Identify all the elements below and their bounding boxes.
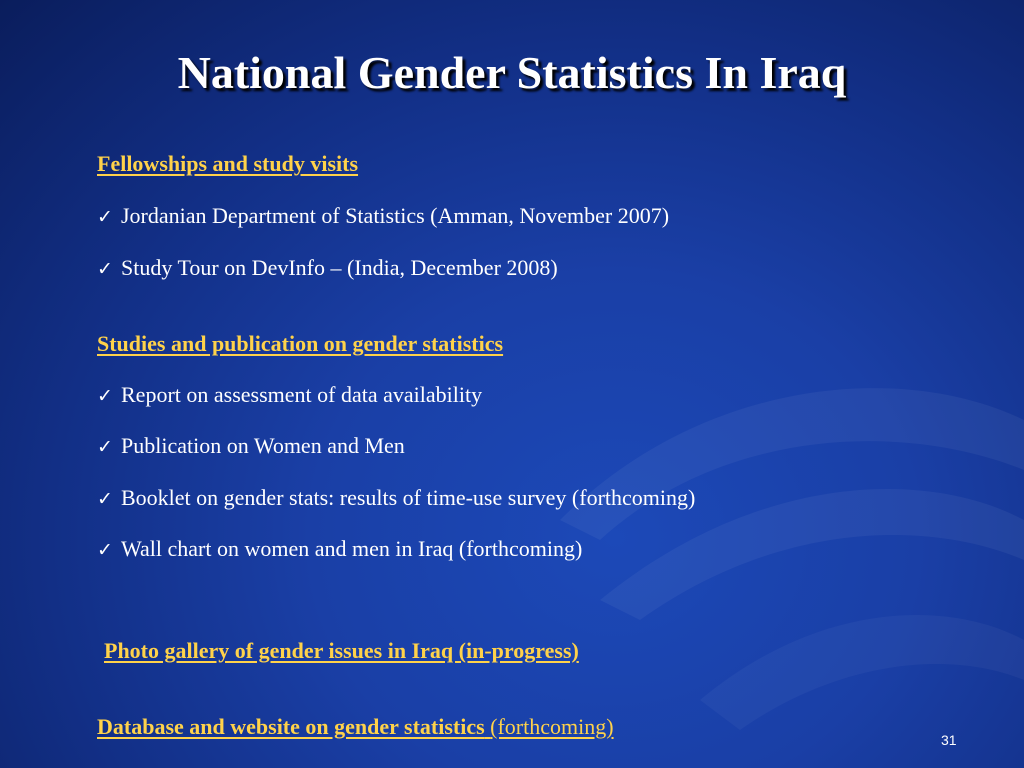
list-item-text: Publication on Women and Men (121, 433, 405, 458)
list-item-text: Booklet on gender stats: results of time-use survey (forthcoming) (121, 485, 696, 510)
list-item-text: Wall chart on women and men in Iraq (forthcoming) (121, 536, 583, 561)
list-item (97, 536, 582, 562)
checkmark-icon: ✓ (97, 436, 113, 458)
list-item-text: Study Tour on DevInfo – (India, December 2008) (121, 255, 558, 280)
list-item-text: Jordanian Department of Statistics (Amman, November 2007) (121, 203, 670, 228)
list-item (97, 485, 695, 511)
section-heading-database (97, 714, 614, 740)
slide-title: National Gender Statistics In Iraq (177, 47, 847, 98)
slide-number: 31 (941, 732, 957, 748)
checkmark-icon: ✓ (97, 206, 113, 228)
list-item (97, 255, 558, 281)
section-heading-photo-gallery: Photo gallery of gender issues in Iraq (in-progress) (104, 638, 579, 663)
checkmark-icon: ✓ (97, 385, 113, 407)
list-item (97, 203, 669, 229)
list-item-text: Report on assessment of data availability (121, 382, 483, 407)
forthcoming-note: (forthcoming) (490, 714, 614, 739)
checkmark-icon: ✓ (97, 539, 113, 561)
list-item (97, 433, 405, 459)
checkmark-icon: ✓ (97, 488, 113, 510)
section-heading-studies: Studies and publication on gender statistics (97, 331, 504, 356)
section-heading-database-text: Database and website on gender statistics (97, 714, 485, 739)
list-item (97, 382, 482, 408)
checkmark-icon: ✓ (97, 258, 113, 280)
section-heading-fellowships: Fellowships and study visits (97, 151, 359, 176)
